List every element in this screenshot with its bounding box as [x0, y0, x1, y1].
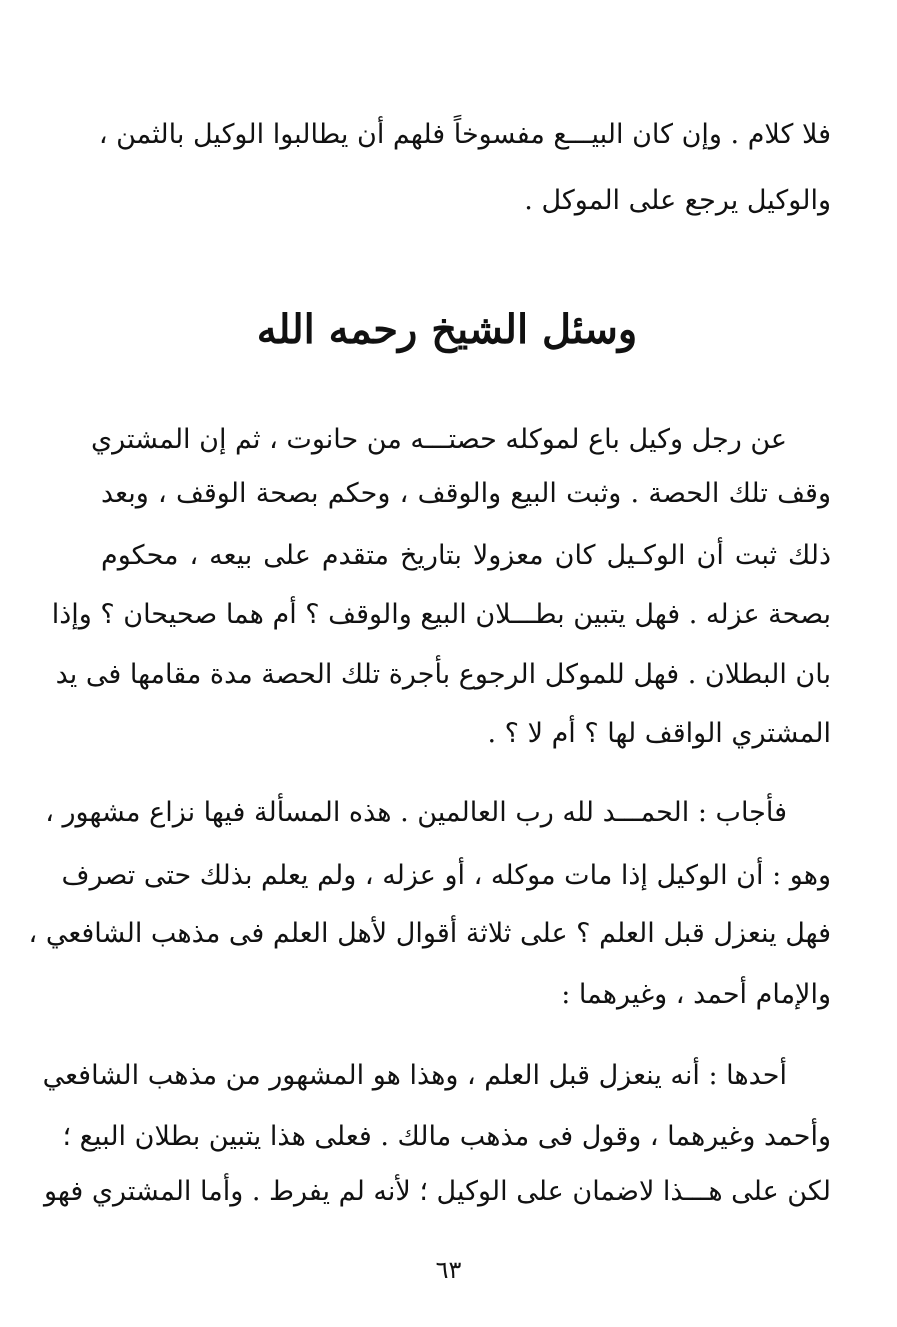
section-heading: وسئل الشيخ رحمه الله [256, 306, 638, 353]
text-line: أحدها : أنه ينعزل قبل العلم ، وهذا هو المشهور من مذهب الشافعي [42, 1060, 787, 1091]
text-line: والوكيل يرجع على الموكل . [524, 185, 831, 216]
text-line: وهو : أن الوكيل إذا مات موكله ، أو عزله ، ولم يعلم بذلك حتى تصرف [61, 860, 831, 891]
text-line: لكن على هـــذا لاضمان على الوكيل ؛ لأنه لم يفرط . وأما المشتري فهو [43, 1176, 831, 1207]
page-number: ٦٣ [435, 1256, 462, 1284]
text-line: بان البطلان . فهل للموكل الرجوع بأجرة تلك الحصة مدة مقامها فى يد [55, 659, 831, 690]
text-line: وقف تلك الحصة . وثبت البيع والوقف ، وحكم بصحة الوقف ، وبعد [101, 478, 831, 509]
text-line: وأحمد وغيرهما ، وقول فى مذهب مالك . فعلى هذا يتبين بطلان البيع ؛ [62, 1121, 831, 1152]
text-line: فأجاب : الحمـــد لله رب العالمين . هذه المسألة فيها نزاع مشهور ، [45, 797, 787, 828]
text-line: فهل ينعزل قبل العلم ؟ على ثلاثة أقوال لأهل العلم فى مذهب الشافعي ، [28, 918, 831, 949]
text-line: عن رجل وكيل باع لموكله حصتـــه من حانوت ، ثم إن المشتري [90, 424, 787, 455]
text-line: والإمام أحمد ، وغيرهما : [561, 979, 831, 1010]
text-line: فلا كلام . وإن كان البيـــع مفسوخاً فلهم أن يطالبوا الوكيل بالثمن ، [98, 119, 831, 150]
text-line: المشتري الواقف لها ؟ أم لا ؟ . [487, 718, 831, 749]
text-line: ذلك ثبت أن الوكـيل كان معزولا بتاريخ متقدم على بيعه ، محكوم [101, 540, 831, 571]
text-line: بصحة عزله . فهل يتبين بطـــلان البيع والوقف ؟ أم هما صحيحان ؟ وإذا [51, 599, 831, 630]
